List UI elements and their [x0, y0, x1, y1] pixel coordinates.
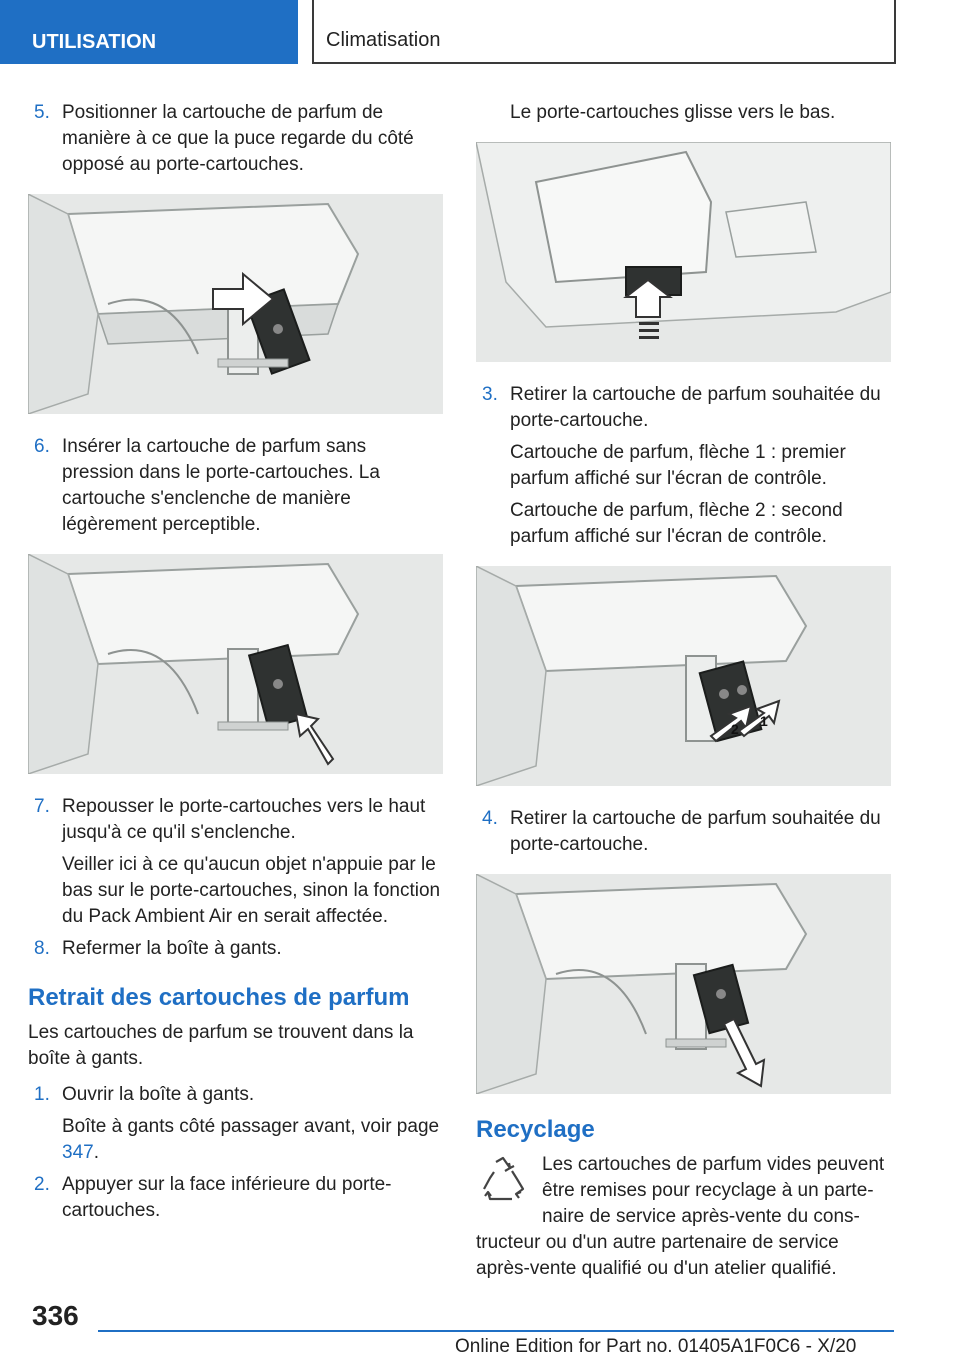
chapter-title: Climatisation: [312, 0, 896, 64]
recycling-line-b: être remises pour recyclage à un parte-: [542, 1180, 874, 1201]
recycling-text: [476, 1152, 891, 1282]
illustration-cartridge-remove: [476, 874, 891, 1094]
step-text: Retirer la cartouche de parfum souhaitée du porte-cartouche.: [510, 808, 881, 855]
step-number: 6.: [34, 436, 50, 457]
removal-step-4: [476, 806, 891, 858]
arrow-label-1: 1: [760, 713, 768, 729]
illustration-cartridge-insert: [28, 554, 443, 774]
section-title-recycling: Recyclage: [476, 1116, 595, 1143]
step-note: Veiller ici à ce qu'aucun objet n'appuie par le bas sur le porte-cartouches, sinon la fonction du Pack Ambient Air en serait affectée.: [62, 854, 441, 927]
step-number: 4.: [482, 808, 498, 829]
recycling-line-d: tructeur ou d'un autre partenaire de service après-vente qualifié ou d'un atelier qualifié.: [476, 1232, 839, 1279]
page-header: [0, 0, 960, 64]
step-text: Insérer la cartouche de parfum sans pression dans le porte-cartouches. La cartouche s'enclenche de manière légèrement perceptible.: [62, 436, 380, 535]
step-number: 1.: [34, 1084, 50, 1105]
illustration-holder-slide: [476, 142, 891, 362]
step-number: 2.: [34, 1174, 50, 1195]
step-text: Refermer la boîte à gants.: [62, 938, 282, 959]
illustration-cartridge-arrows: [476, 566, 891, 786]
step-text: Appuyer sur la face inférieure du porte-cartouches.: [62, 1174, 392, 1221]
step-number: 3.: [482, 384, 498, 405]
recycling-block: [476, 1152, 891, 1282]
recycling-line-c: naire de service après-vente du cons-: [542, 1206, 860, 1227]
step-note-2: Cartouche de parfum, flèche 2 : second parfum affiché sur l'écran de contrôle.: [510, 500, 843, 547]
step-5: [28, 100, 443, 178]
left-column: [28, 100, 443, 1230]
step-text: Retirer la cartouche de parfum souhaitée du porte-cartouche.: [510, 384, 881, 431]
recycling-line-a: Les cartouches de parfum vides peuvent: [542, 1154, 885, 1175]
recycle-icon: [476, 1154, 530, 1208]
step-text: Ouvrir la boîte à gants.: [62, 1084, 255, 1105]
step-text: Positionner la cartouche de parfum de manière à ce que la puce regarde du côté opposé au porte-cartouches.: [62, 102, 414, 175]
arrow-label-2: 2: [731, 721, 739, 737]
holder-slide-text: Le porte-cartouches glisse vers le bas.: [510, 102, 836, 123]
page-number: 336: [32, 1300, 79, 1331]
step-8: [28, 936, 443, 962]
section-title-removal: Retrait des cartouches de parfum: [28, 984, 410, 1011]
step-text: Repousser le porte-cartouches vers le haut jusqu'à ce qu'il s'enclenche.: [62, 796, 426, 843]
step-number: 7.: [34, 796, 50, 817]
step-note: [62, 1114, 443, 1166]
page-link[interactable]: 347: [62, 1142, 94, 1163]
note-prefix: Boîte à gants côté passager avant, voir page: [62, 1116, 440, 1137]
step-number: 5.: [34, 102, 50, 123]
removal-step-3: [476, 382, 891, 550]
step-note-1: Cartouche de parfum, flèche 1 : premier parfum affiché sur l'écran de contrôle.: [510, 442, 846, 489]
right-column: [476, 100, 891, 1282]
removal-step-2: [28, 1172, 443, 1224]
step-7: [28, 794, 443, 930]
section-intro: Les cartouches de parfum se trouvent dans la boîte à gants.: [28, 1022, 414, 1069]
step-6: [28, 434, 443, 538]
step-number: 8.: [34, 938, 50, 959]
note-suffix: .: [93, 1142, 99, 1163]
removal-step-1: [28, 1082, 443, 1166]
footer-divider: [98, 1330, 894, 1332]
edition-text: Online Edition for Part no. 01405A1F0C6 - X/20: [455, 1336, 857, 1357]
illustration-cartridge-orientation: [28, 194, 443, 414]
section-tab: UTILISATION: [0, 0, 298, 64]
